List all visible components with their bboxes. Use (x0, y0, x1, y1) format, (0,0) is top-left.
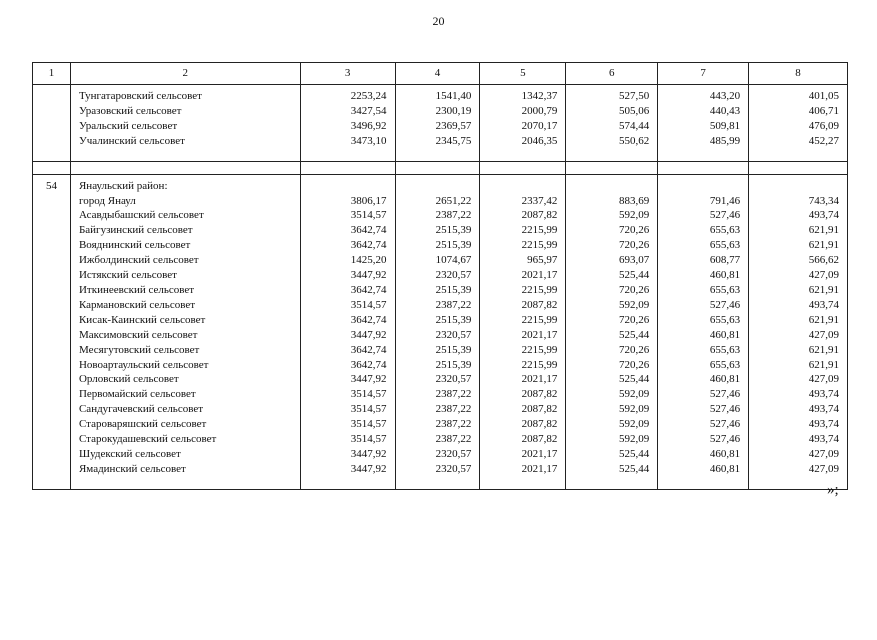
value-cell: 655,63 (658, 343, 749, 358)
value-cell: 720,26 (566, 313, 658, 328)
value-cell: 527,50 (566, 85, 658, 104)
column-number-row (33, 63, 848, 85)
row-number (33, 462, 71, 489)
value-cell: 2369,57 (395, 119, 480, 134)
value-cell: 3514,57 (300, 417, 395, 432)
value-cell: 621,91 (749, 313, 848, 328)
value-cell: 3642,74 (300, 343, 395, 358)
row-number (33, 85, 71, 104)
value-cell: 693,07 (566, 253, 658, 268)
tariff-table (32, 62, 848, 490)
value-cell: 440,43 (658, 104, 749, 119)
value-cell: 505,06 (566, 104, 658, 119)
value-cell: 2087,82 (480, 417, 566, 432)
value-cell: 2021,17 (480, 462, 566, 489)
municipality-name: Ямадинский сельсовет (70, 462, 300, 489)
value-cell: 427,09 (749, 268, 848, 283)
value-cell: 406,71 (749, 104, 848, 119)
row-number (33, 432, 71, 447)
value-cell: 3642,74 (300, 358, 395, 373)
value-cell: 2021,17 (480, 268, 566, 283)
row-number (33, 328, 71, 343)
value-cell: 720,26 (566, 223, 658, 238)
table-row (33, 85, 848, 104)
value-cell: 743,34 (749, 194, 848, 209)
value-cell: 2387,22 (395, 298, 480, 313)
table-row (33, 104, 848, 119)
row-number (33, 253, 71, 268)
column-header: 8 (749, 63, 848, 85)
value-cell: 443,20 (658, 85, 749, 104)
value-cell: 2515,39 (395, 223, 480, 238)
table-row (33, 387, 848, 402)
municipality-name: Орловский сельсовет (70, 372, 300, 387)
value-cell: 427,09 (749, 447, 848, 462)
municipality-name: Иткинеевский сельсовет (70, 283, 300, 298)
value-cell: 3447,92 (300, 372, 395, 387)
row-number (33, 104, 71, 119)
value-cell: 2021,17 (480, 372, 566, 387)
row-number (33, 223, 71, 238)
municipality-name: Ижболдинский сельсовет (70, 253, 300, 268)
value-cell: 401,05 (749, 85, 848, 104)
value-cell: 2515,39 (395, 343, 480, 358)
value-cell: 574,44 (566, 119, 658, 134)
value-cell (749, 174, 848, 193)
municipality-name: Вояднинский сельсовет (70, 238, 300, 253)
value-cell (300, 174, 395, 193)
value-cell: 3447,92 (300, 462, 395, 489)
row-number (33, 238, 71, 253)
value-cell: 3447,92 (300, 268, 395, 283)
value-cell: 3496,92 (300, 119, 395, 134)
row-number (33, 372, 71, 387)
row-number (33, 208, 71, 223)
value-cell: 427,09 (749, 328, 848, 343)
value-cell: 2300,19 (395, 104, 480, 119)
value-cell: 550,62 (566, 134, 658, 161)
municipality-name: Максимовский сельсовет (70, 328, 300, 343)
value-cell: 621,91 (749, 343, 848, 358)
table-row (33, 343, 848, 358)
value-cell: 2087,82 (480, 432, 566, 447)
value-cell: 525,44 (566, 447, 658, 462)
value-cell: 655,63 (658, 223, 749, 238)
municipality-name: Кисак-Каинский сельсовет (70, 313, 300, 328)
value-cell: 2215,99 (480, 343, 566, 358)
value-cell: 527,46 (658, 208, 749, 223)
closing-quote-mark: »; (827, 482, 839, 498)
value-cell: 3514,57 (300, 298, 395, 313)
table-row (33, 134, 848, 161)
table-row (33, 417, 848, 432)
municipality-name: Уразовский сельсовет (70, 104, 300, 119)
table-row (33, 194, 848, 209)
value-cell: 2215,99 (480, 313, 566, 328)
municipality-name: Месягутовский сельсовет (70, 343, 300, 358)
municipality-name: Истякский сельсовет (70, 268, 300, 283)
row-number (33, 268, 71, 283)
value-cell: 1074,67 (395, 253, 480, 268)
value-cell: 2320,57 (395, 268, 480, 283)
value-cell: 608,77 (658, 253, 749, 268)
value-cell (566, 174, 658, 193)
value-cell: 2215,99 (480, 223, 566, 238)
value-cell: 2387,22 (395, 387, 480, 402)
value-cell: 2087,82 (480, 387, 566, 402)
value-cell (658, 174, 749, 193)
group-separator (33, 161, 848, 174)
column-header: 3 (300, 63, 395, 85)
value-cell: 1342,37 (480, 85, 566, 104)
value-cell: 2387,22 (395, 208, 480, 223)
value-cell: 965,97 (480, 253, 566, 268)
row-number (33, 417, 71, 432)
value-cell: 2021,17 (480, 447, 566, 462)
value-cell: 566,62 (749, 253, 848, 268)
value-cell: 476,09 (749, 119, 848, 134)
value-cell: 525,44 (566, 328, 658, 343)
row-number (33, 298, 71, 313)
municipality-name: Байгузинский сельсовет (70, 223, 300, 238)
value-cell: 621,91 (749, 223, 848, 238)
value-cell: 592,09 (566, 402, 658, 417)
column-header: 4 (395, 63, 480, 85)
value-cell: 493,74 (749, 432, 848, 447)
value-cell: 2320,57 (395, 372, 480, 387)
value-cell: 493,74 (749, 298, 848, 313)
table-row (33, 174, 848, 193)
value-cell: 493,74 (749, 387, 848, 402)
value-cell: 427,09 (749, 462, 848, 489)
value-cell: 2087,82 (480, 208, 566, 223)
value-cell: 460,81 (658, 462, 749, 489)
value-cell: 2021,17 (480, 328, 566, 343)
value-cell: 592,09 (566, 417, 658, 432)
value-cell: 3514,57 (300, 387, 395, 402)
value-cell: 720,26 (566, 238, 658, 253)
municipality-name: Староваряшский сельсовет (70, 417, 300, 432)
value-cell: 3473,10 (300, 134, 395, 161)
value-cell: 525,44 (566, 372, 658, 387)
value-cell (480, 174, 566, 193)
value-cell: 2515,39 (395, 313, 480, 328)
value-cell: 427,09 (749, 372, 848, 387)
value-cell: 592,09 (566, 387, 658, 402)
value-cell: 720,26 (566, 343, 658, 358)
value-cell: 1541,40 (395, 85, 480, 104)
row-number (33, 358, 71, 373)
value-cell: 621,91 (749, 238, 848, 253)
value-cell: 493,74 (749, 417, 848, 432)
value-cell: 655,63 (658, 283, 749, 298)
value-cell: 3642,74 (300, 223, 395, 238)
column-header: 1 (33, 63, 71, 85)
value-cell: 527,46 (658, 417, 749, 432)
value-cell: 452,27 (749, 134, 848, 161)
row-number: 54 (33, 174, 71, 193)
value-cell: 460,81 (658, 268, 749, 283)
value-cell: 1425,20 (300, 253, 395, 268)
municipality-name: Первомайский сельсовет (70, 387, 300, 402)
value-cell: 509,81 (658, 119, 749, 134)
value-cell: 592,09 (566, 208, 658, 223)
value-cell: 720,26 (566, 358, 658, 373)
municipality-name: Тунгатаровский сельсовет (70, 85, 300, 104)
municipality-name: Учалинский сельсовет (70, 134, 300, 161)
value-cell: 2345,75 (395, 134, 480, 161)
value-cell: 493,74 (749, 208, 848, 223)
row-number (33, 343, 71, 358)
table-row (33, 223, 848, 238)
value-cell: 2046,35 (480, 134, 566, 161)
value-cell: 621,91 (749, 283, 848, 298)
value-cell: 2515,39 (395, 358, 480, 373)
row-number (33, 194, 71, 209)
municipality-name: Уральский сельсовет (70, 119, 300, 134)
table-group-yanaul (33, 174, 848, 489)
value-cell: 2387,22 (395, 402, 480, 417)
column-header: 7 (658, 63, 749, 85)
value-cell: 3514,57 (300, 432, 395, 447)
row-number (33, 134, 71, 161)
row-number (33, 402, 71, 417)
value-cell: 2215,99 (480, 283, 566, 298)
value-cell: 2087,82 (480, 298, 566, 313)
value-cell: 2320,57 (395, 447, 480, 462)
municipality-name: город Янаул (70, 194, 300, 209)
municipality-name: Шудекский сельсовет (70, 447, 300, 462)
table-row (33, 283, 848, 298)
table-row (33, 298, 848, 313)
value-cell: 3642,74 (300, 313, 395, 328)
value-cell: 592,09 (566, 432, 658, 447)
table-row (33, 432, 848, 447)
table-row (33, 358, 848, 373)
value-cell: 2320,57 (395, 462, 480, 489)
table-row (33, 462, 848, 489)
table-row (33, 402, 848, 417)
table-row (33, 253, 848, 268)
value-cell: 527,46 (658, 432, 749, 447)
value-cell: 2387,22 (395, 417, 480, 432)
value-cell: 485,99 (658, 134, 749, 161)
value-cell: 3427,54 (300, 104, 395, 119)
value-cell: 2387,22 (395, 432, 480, 447)
value-cell: 2515,39 (395, 238, 480, 253)
value-cell: 3514,57 (300, 208, 395, 223)
value-cell: 460,81 (658, 328, 749, 343)
value-cell: 2337,42 (480, 194, 566, 209)
table-row (33, 238, 848, 253)
value-cell: 3447,92 (300, 328, 395, 343)
value-cell: 791,46 (658, 194, 749, 209)
value-cell: 592,09 (566, 298, 658, 313)
value-cell: 460,81 (658, 372, 749, 387)
value-cell: 2070,17 (480, 119, 566, 134)
value-cell: 2253,24 (300, 85, 395, 104)
value-cell: 527,46 (658, 298, 749, 313)
table-row (33, 313, 848, 328)
row-number (33, 119, 71, 134)
value-cell: 2320,57 (395, 328, 480, 343)
value-cell: 527,46 (658, 402, 749, 417)
value-cell: 527,46 (658, 387, 749, 402)
value-cell: 493,74 (749, 402, 848, 417)
table-row (33, 372, 848, 387)
table-row (33, 119, 848, 134)
value-cell: 2651,22 (395, 194, 480, 209)
row-number (33, 283, 71, 298)
column-header: 2 (70, 63, 300, 85)
table-row (33, 447, 848, 462)
municipality-name: Кармановский сельсовет (70, 298, 300, 313)
table-row (33, 208, 848, 223)
table-row (33, 328, 848, 343)
column-header: 5 (480, 63, 566, 85)
row-number (33, 447, 71, 462)
value-cell: 2215,99 (480, 238, 566, 253)
row-number (33, 313, 71, 328)
value-cell: 3447,92 (300, 447, 395, 462)
value-cell: 2215,99 (480, 358, 566, 373)
value-cell: 3642,74 (300, 283, 395, 298)
value-cell: 883,69 (566, 194, 658, 209)
value-cell: 2515,39 (395, 283, 480, 298)
value-cell: 2000,79 (480, 104, 566, 119)
municipality-name: Новоартаульский сельсовет (70, 358, 300, 373)
municipality-name: Сандугачевский сельсовет (70, 402, 300, 417)
value-cell: 720,26 (566, 283, 658, 298)
value-cell: 3806,17 (300, 194, 395, 209)
value-cell: 3642,74 (300, 238, 395, 253)
column-header: 6 (566, 63, 658, 85)
value-cell: 655,63 (658, 313, 749, 328)
value-cell (395, 174, 480, 193)
value-cell: 525,44 (566, 268, 658, 283)
value-cell: 2087,82 (480, 402, 566, 417)
value-cell: 525,44 (566, 462, 658, 489)
municipality-name: Старокудашевский сельсовет (70, 432, 300, 447)
row-number (33, 387, 71, 402)
value-cell: 655,63 (658, 238, 749, 253)
value-cell: 621,91 (749, 358, 848, 373)
municipality-name: Асавдыбашский сельсовет (70, 208, 300, 223)
page-number: 20 (432, 14, 445, 28)
table-row (33, 268, 848, 283)
table-group-continued (33, 85, 848, 162)
value-cell: 655,63 (658, 358, 749, 373)
value-cell: 460,81 (658, 447, 749, 462)
municipality-name: Янаульский район: (70, 174, 300, 193)
value-cell: 3514,57 (300, 402, 395, 417)
